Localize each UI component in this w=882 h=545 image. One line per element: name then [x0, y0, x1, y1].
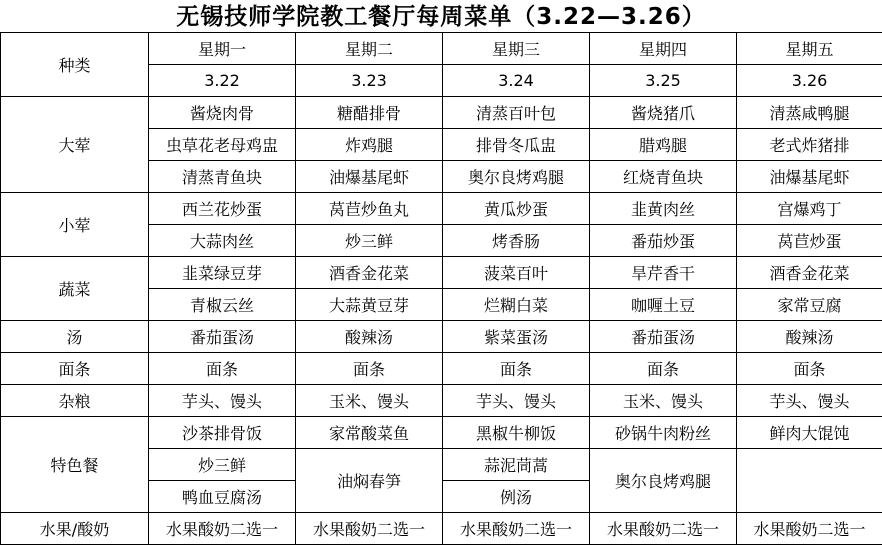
dish-cell: 酸辣汤: [737, 321, 882, 353]
dish-cell: 鲜肉大馄饨: [737, 417, 882, 449]
dish-cell: 玉米、馒头: [296, 385, 443, 417]
dish-cell: 面条: [443, 353, 590, 385]
dish-cell: 红烧青鱼块: [590, 161, 737, 193]
dish-cell: [737, 449, 882, 513]
category-cell: 特色餐: [1, 417, 149, 513]
category-cell: 面条: [1, 353, 149, 385]
day-date-cell: 3.26: [737, 65, 882, 97]
dish-cell: 旱芹香干: [590, 257, 737, 289]
dish-cell: 紫菜蛋汤: [443, 321, 590, 353]
day-name-cell: 星期三: [443, 33, 590, 65]
dish-cell: 番茄炒蛋: [590, 225, 737, 257]
dish-cell: 清蒸青鱼块: [149, 161, 296, 193]
dish-cell: 莴苣炒蛋: [737, 225, 882, 257]
page-title: 无锡技师学院教工餐厅每周菜单（3.22—3.26）: [176, 4, 706, 30]
dish-cell: 酱烧猪爪: [590, 97, 737, 129]
dish-cell: 大蒜黄豆芽: [296, 289, 443, 321]
dish-cell: 炒三鲜: [296, 225, 443, 257]
category-cell: 汤: [1, 321, 149, 353]
dish-cell: 水果酸奶二选一: [737, 513, 882, 545]
header-row-days: [1, 33, 882, 65]
category-cell: 大荤: [1, 97, 149, 193]
dish-cell: 奥尔良烤鸡腿: [590, 449, 737, 513]
dish-cell: 糖醋排骨: [296, 97, 443, 129]
dish-cell: 清蒸百叶包: [443, 97, 590, 129]
dish-cell: 腊鸡腿: [590, 129, 737, 161]
dish-cell: 奥尔良烤鸡腿: [443, 161, 590, 193]
menu-row: [1, 385, 882, 417]
dish-cell: 砂锅牛肉粉丝: [590, 417, 737, 449]
dish-cell: 酸辣汤: [296, 321, 443, 353]
category-cell: 蔬菜: [1, 257, 149, 321]
category-cell: 小荤: [1, 193, 149, 257]
dish-cell: 例汤: [443, 481, 590, 513]
dish-cell: 莴苣炒鱼丸: [296, 193, 443, 225]
dish-cell: 芋头、馒头: [443, 385, 590, 417]
dish-cell: 番茄蛋汤: [590, 321, 737, 353]
weekly-menu-table: [0, 32, 882, 545]
dish-cell: 酒香金花菜: [296, 257, 443, 289]
menu-row: [1, 417, 882, 449]
dish-cell: 青椒云丝: [149, 289, 296, 321]
dish-cell: 烂糊白菜: [443, 289, 590, 321]
dish-cell: 沙茶排骨饭: [149, 417, 296, 449]
dish-cell: 面条: [737, 353, 882, 385]
day-name-cell: 星期一: [149, 33, 296, 65]
day-date-cell: 3.23: [296, 65, 443, 97]
dish-cell: 菠菜百叶: [443, 257, 590, 289]
menu-row: [1, 257, 882, 289]
day-date-cell: 3.25: [590, 65, 737, 97]
dish-cell: 面条: [149, 353, 296, 385]
day-name-cell: 星期四: [590, 33, 737, 65]
category-cell: 水果/酸奶: [1, 513, 149, 545]
menu-table-body: [1, 33, 882, 545]
dish-cell: 水果酸奶二选一: [443, 513, 590, 545]
dish-cell: 酱烧肉骨: [149, 97, 296, 129]
dish-cell: 番茄蛋汤: [149, 321, 296, 353]
dish-cell: 家常豆腐: [737, 289, 882, 321]
dish-cell: 芋头、馒头: [737, 385, 882, 417]
dish-cell: 玉米、馒头: [590, 385, 737, 417]
dish-cell: 炸鸡腿: [296, 129, 443, 161]
dish-cell: 油焖春笋: [296, 449, 443, 513]
dish-cell: 油爆基尾虾: [296, 161, 443, 193]
dish-cell: 水果酸奶二选一: [590, 513, 737, 545]
dish-cell: 水果酸奶二选一: [149, 513, 296, 545]
dish-cell: 宫爆鸡丁: [737, 193, 882, 225]
dish-cell: 酒香金花菜: [737, 257, 882, 289]
category-header-cell: 种类: [1, 33, 149, 97]
day-name-cell: 星期五: [737, 33, 882, 65]
dish-cell: 西兰花炒蛋: [149, 193, 296, 225]
dish-cell: 蒜泥茼蒿: [443, 449, 590, 481]
dish-cell: 韭菜绿豆芽: [149, 257, 296, 289]
dish-cell: 鸭血豆腐汤: [149, 481, 296, 513]
dish-cell: 虫草花老母鸡盅: [149, 129, 296, 161]
menu-row: [1, 193, 882, 225]
dish-cell: 大蒜肉丝: [149, 225, 296, 257]
dish-cell: 黄瓜炒蛋: [443, 193, 590, 225]
menu-row: [1, 353, 882, 385]
day-date-cell: 3.24: [443, 65, 590, 97]
dish-cell: 烤香肠: [443, 225, 590, 257]
dish-cell: 咖喱土豆: [590, 289, 737, 321]
dish-cell: 面条: [296, 353, 443, 385]
dish-cell: 家常酸菜鱼: [296, 417, 443, 449]
menu-row: [1, 97, 882, 129]
dish-cell: 面条: [590, 353, 737, 385]
day-name-cell: 星期二: [296, 33, 443, 65]
dish-cell: 排骨冬瓜盅: [443, 129, 590, 161]
category-cell: 杂粮: [1, 385, 149, 417]
dish-cell: 清蒸咸鸭腿: [737, 97, 882, 129]
dish-cell: 老式炸猪排: [737, 129, 882, 161]
dish-cell: 油爆基尾虾: [737, 161, 882, 193]
dish-cell: 芋头、馒头: [149, 385, 296, 417]
menu-row: [1, 513, 882, 545]
dish-cell: 黑椒牛柳饭: [443, 417, 590, 449]
dish-cell: 水果酸奶二选一: [296, 513, 443, 545]
dish-cell: 炒三鲜: [149, 449, 296, 481]
dish-cell: 韭黄肉丝: [590, 193, 737, 225]
day-date-cell: 3.22: [149, 65, 296, 97]
menu-row: [1, 321, 882, 353]
